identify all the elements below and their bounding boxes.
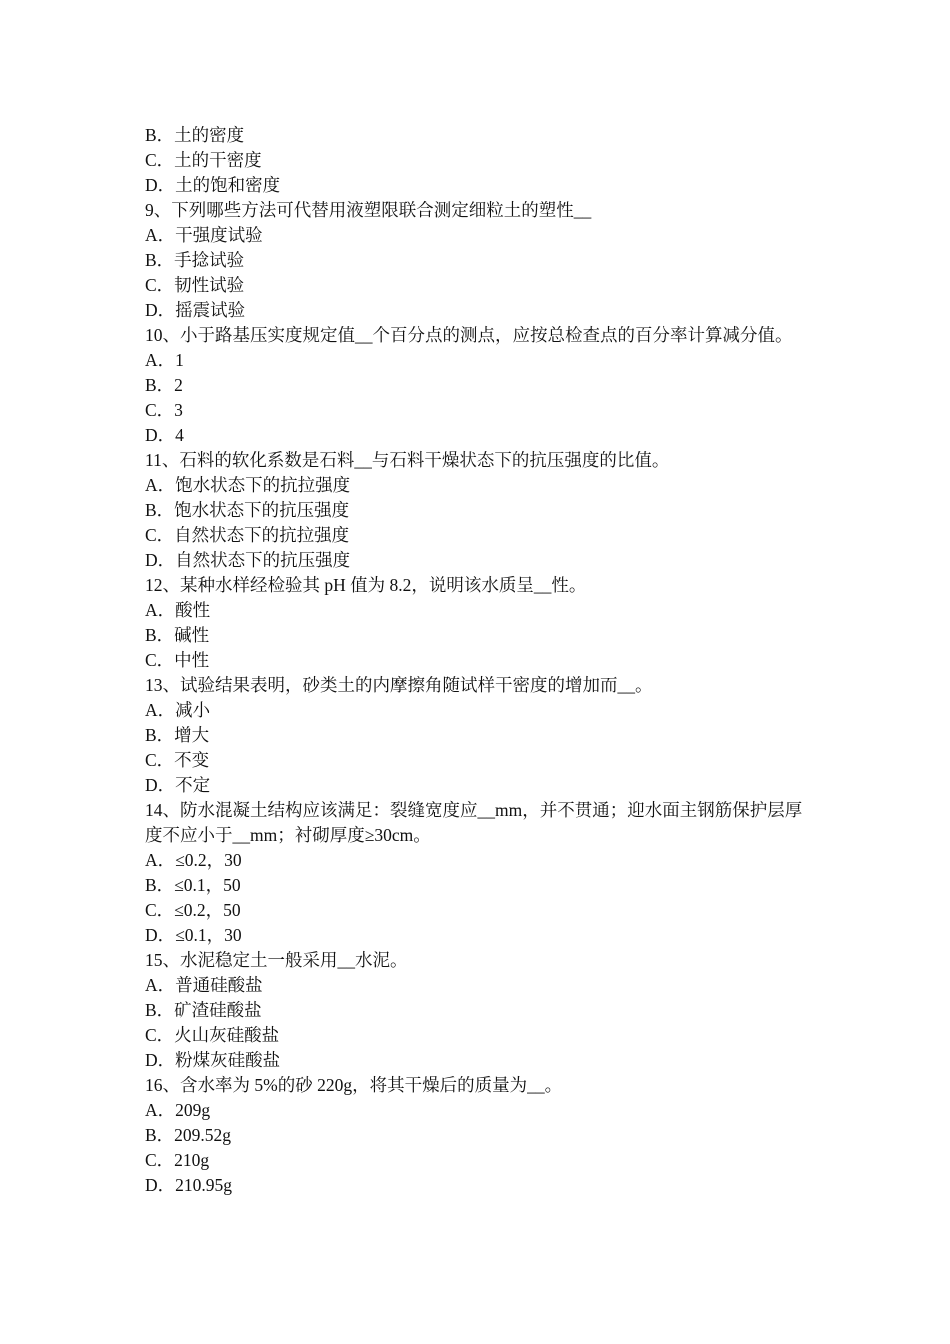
question-15 — [145, 948, 815, 1073]
option-line: C．3 — [145, 400, 183, 420]
option-line: C．210g — [145, 1150, 210, 1170]
option-line: B．碱性 — [145, 625, 210, 645]
option-line: D．摇震试验 — [145, 300, 246, 320]
question-stem: 15、水泥稳定土一般采用__水泥。 — [145, 950, 408, 970]
option-line: B．2 — [145, 375, 183, 395]
option-line: C．韧性试验 — [145, 275, 245, 295]
option-line: B．土的密度 — [145, 125, 245, 145]
option-line: D．土的饱和密度 — [145, 175, 281, 195]
question-16 — [145, 1073, 815, 1198]
option-line: A．≤0.2，30 — [145, 850, 242, 870]
continued-options — [145, 123, 815, 198]
option-line: D．4 — [145, 425, 184, 445]
question-stem: 12、某种水样经检验其 pH 值为 8.2，说明该水质呈__性。 — [145, 575, 587, 595]
option-line: B．≤0.1，50 — [145, 875, 241, 895]
option-line: D．自然状态下的抗压强度 — [145, 550, 351, 570]
option-line: D．≤0.1，30 — [145, 925, 242, 945]
option-line: C．自然状态下的抗拉强度 — [145, 525, 350, 545]
option-line: B．209.52g — [145, 1125, 232, 1145]
option-line: C．≤0.2，50 — [145, 900, 241, 920]
question-9 — [145, 198, 815, 323]
option-line: A．饱水状态下的抗拉强度 — [145, 475, 351, 495]
question-stem: 11、石料的软化系数是石料__与石料干燥状态下的抗压强度的比值。 — [145, 450, 670, 470]
document-page — [145, 123, 815, 1198]
question-stem: 10、小于路基压实度规定值__个百分点的测点，应按总检查点的百分率计算减分值。 — [145, 325, 793, 345]
question-stem: 16、含水率为 5%的砂 220g，将其干燥后的质量为__。 — [145, 1075, 563, 1095]
option-line: B．饱水状态下的抗压强度 — [145, 500, 350, 520]
option-line: A．酸性 — [145, 600, 211, 620]
question-stem: 14、防水混凝土结构应该满足：裂缝宽度应__mm，并不贯通；迎水面主钢筋保护层厚度不应小于__mm；衬砌厚度≥30cm。 — [145, 800, 803, 845]
question-stem: 13、试验结果表明，砂类土的内摩擦角随试样干密度的增加而__。 — [145, 675, 653, 695]
question-10 — [145, 323, 815, 448]
option-line: D．210.95g — [145, 1175, 233, 1195]
option-line: D．粉煤灰硅酸盐 — [145, 1050, 281, 1070]
question-stem: 9、下列哪些方法可代替用液塑限联合测定细粒土的塑性__ — [145, 200, 592, 220]
option-line: B．矿渣硅酸盐 — [145, 1000, 262, 1020]
question-13 — [145, 673, 815, 798]
option-line: B．手捻试验 — [145, 250, 245, 270]
option-line: D．不定 — [145, 775, 211, 795]
question-11 — [145, 448, 815, 573]
option-line: C．土的干密度 — [145, 150, 262, 170]
option-line: A．普通硅酸盐 — [145, 975, 263, 995]
option-line: C．不变 — [145, 750, 210, 770]
option-line: A．1 — [145, 350, 184, 370]
option-line: A．干强度试验 — [145, 225, 263, 245]
option-line: A．209g — [145, 1100, 211, 1120]
option-line: A．减小 — [145, 700, 211, 720]
option-line: C．火山灰硅酸盐 — [145, 1025, 280, 1045]
question-14 — [145, 798, 815, 948]
option-line: C．中性 — [145, 650, 210, 670]
question-12 — [145, 573, 815, 673]
option-line: B．增大 — [145, 725, 210, 745]
